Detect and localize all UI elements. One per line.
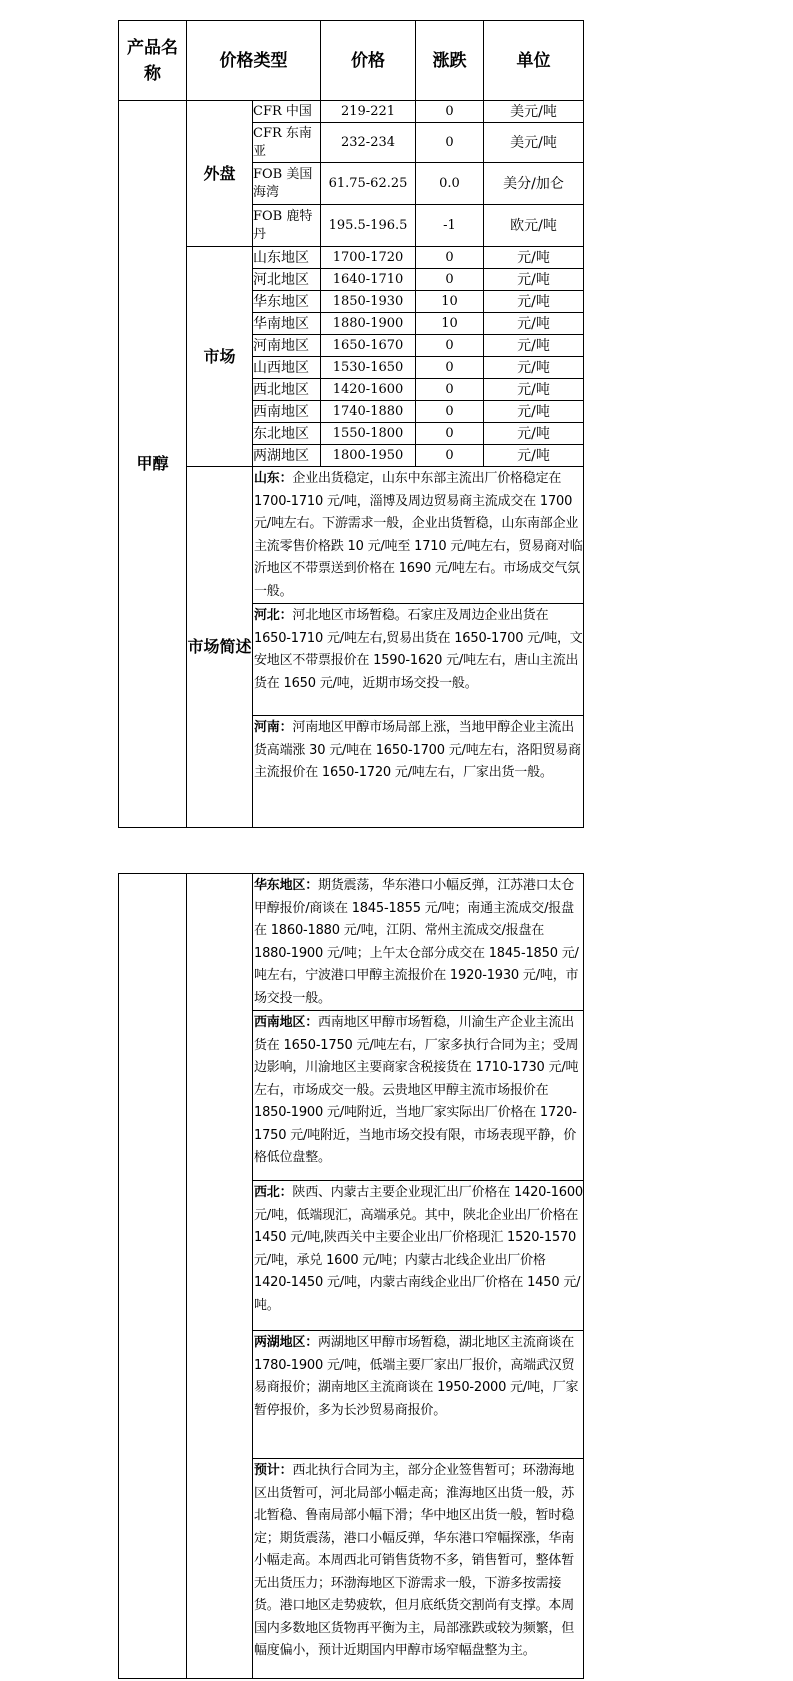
change-cell: 0 <box>416 101 484 123</box>
header-price-type: 价格类型 <box>187 21 321 101</box>
brief-shandong <box>253 467 584 604</box>
brief-xinan <box>253 1011 584 1181</box>
brief-text: 两湖地区甲醇市场暂稳，湖北地区主流商谈在 1780-1900 元/吨，低端主要厂家出厂报价，高端武汉贸易商报价；湖南地区主流商谈在 1950-2000 元/吨，厂家暂停报价，多为长沙贸易商报价。 <box>254 1335 579 1418</box>
brief-text: 企业出货稳定，山东中东部主流出厂价格稳定在 1700-1710 元/吨，淄博及周边贸易商主流成交在 1700 元/吨左右。下游需求一般，企业出货暂稳，山东南部企业主流零售价格跌 10 元/吨至 1710 元/吨左右，贸易商对临沂地区不带票送到价格在 1690 元/吨左右。市场成交气氛一般。 <box>254 471 583 599</box>
price-type-cell: CFR 东南亚 <box>253 123 321 163</box>
brief-hebei <box>253 604 584 716</box>
brief-text: 陕西、内蒙古主要企业现汇出厂价格在 1420-1600 元/吨，低端现汇，高端承兑。其中，陕北企业出厂价格在 1450 元/吨,陕西关中主要企业出厂价格现汇 1520-1570 元/吨，承兑 1600 元/吨；内蒙古北线企业出厂价格 1420-1450 元/吨，内蒙古南线企业出厂价格在 1450 元/吨。 <box>254 1185 583 1313</box>
price-cell: 61.75-62.25 <box>321 163 416 205</box>
empty-product-cell <box>119 874 187 1679</box>
change-cell: 0 <box>416 379 484 401</box>
brief-head: 西南地区： <box>254 1015 319 1030</box>
price-cell: 195.5-196.5 <box>321 205 416 247</box>
price-cell: 1800-1950 <box>321 445 416 467</box>
region-cell: 山东地区 <box>253 247 321 269</box>
brief-row <box>119 874 584 1011</box>
region-cell: 西北地区 <box>253 379 321 401</box>
region-cell: 河北地区 <box>253 269 321 291</box>
change-cell: -1 <box>416 205 484 247</box>
brief-head: 华东地区： <box>254 878 319 893</box>
unit-cell: 元/吨 <box>484 247 584 269</box>
price-cell: 219-221 <box>321 101 416 123</box>
change-cell: 0 <box>416 269 484 291</box>
region-cell: 两湖地区 <box>253 445 321 467</box>
change-cell: 0 <box>416 247 484 269</box>
header-unit: 单位 <box>484 21 584 101</box>
brief-huadong <box>253 874 584 1011</box>
unit-cell: 元/吨 <box>484 445 584 467</box>
empty-type-cell <box>187 874 253 1679</box>
price-cell: 1740-1880 <box>321 401 416 423</box>
unit-cell: 元/吨 <box>484 423 584 445</box>
foreign-label: 外盘 <box>187 101 253 247</box>
region-cell: 西南地区 <box>253 401 321 423</box>
brief-head: 河北： <box>254 608 293 623</box>
brief-henan <box>253 716 584 828</box>
change-cell: 10 <box>416 291 484 313</box>
product-name: 甲醇 <box>119 101 187 828</box>
brief-text: 西北执行合同为主，部分企业签售暂可；环渤海地区出货暂可，河北局部小幅走高；淮海地区出货一般，苏北暂稳、鲁南局部小幅下滑；华中地区出货一般，暂时稳定；期货震荡，港口小幅反弹，华东港口窄幅探涨，华南小幅走高。本周西北可销售货物不多，销售暂可，整体暂无出货压力；环渤海地区下游需求一般，下游多按需接货。港口地区走势疲软，但月底纸货交割尚有支撑。本周国内多数地区货物再平衡为主，局部涨跌或较为频繁，但幅度偏小，预计近期国内甲醇市场窄幅盘整为主。 <box>254 1463 575 1658</box>
unit-cell: 元/吨 <box>484 379 584 401</box>
brief-head: 两湖地区： <box>254 1335 319 1350</box>
price-cell: 1640-1710 <box>321 269 416 291</box>
price-cell: 1850-1930 <box>321 291 416 313</box>
brief-continued-table <box>118 873 584 1679</box>
table-row <box>119 247 584 269</box>
unit-cell: 美分/加仑 <box>484 163 584 205</box>
region-cell: 东北地区 <box>253 423 321 445</box>
header-price: 价格 <box>321 21 416 101</box>
unit-cell: 元/吨 <box>484 291 584 313</box>
unit-cell: 美元/吨 <box>484 123 584 163</box>
unit-cell: 欧元/吨 <box>484 205 584 247</box>
table-row <box>119 101 584 123</box>
change-cell: 0 <box>416 445 484 467</box>
change-cell: 0 <box>416 357 484 379</box>
header-row <box>119 21 584 101</box>
brief-lianghu <box>253 1331 584 1459</box>
price-cell: 1550-1800 <box>321 423 416 445</box>
brief-forecast <box>253 1459 584 1679</box>
price-type-cell: FOB 美国海湾 <box>253 163 321 205</box>
brief-text: 西南地区甲醇市场暂稳，川渝生产企业主流出货在 1650-1750 元/吨左右，厂家多执行合同为主；受周边影响，川渝地区主要商家含税接货在 1710-1730 元/吨左右，市场成交一般。云贵地区甲醇主流市场报价在 1850-1900 元/吨附近，当地厂家实际出厂价格在 1720-1750 元/吨附近，当地市场交投有限，市场表现平静，价格低位盘整。 <box>254 1015 579 1165</box>
price-table <box>118 20 584 828</box>
brief-xibei <box>253 1181 584 1331</box>
unit-cell: 元/吨 <box>484 269 584 291</box>
brief-text: 期货震荡，华东港口小幅反弹，江苏港口太仓甲醇报价/商谈在 1845-1855 元/吨；南通主流成交/报盘在 1860-1880 元/吨，江阴、常州主流成交/报盘在 1880-1900 元/吨；上午太仓部分成交在 1845-1850 元/吨左右，宁波港口甲醇主流报价在 1920-1930 元/吨，市场交投一般。 <box>254 878 579 1006</box>
header-product: 产品名称 <box>119 21 187 101</box>
brief-head: 河南： <box>254 720 293 735</box>
brief-label: 市场简述 <box>187 467 253 828</box>
brief-text: 河北地区市场暂稳。石家庄及周边企业出货在 1650-1710 元/吨左右,贸易出货在 1650-1700 元/吨，文安地区不带票报价在 1590-1620 元/吨左右，唐山主流出货在 1650 元/吨，近期市场交投一般。 <box>254 608 583 691</box>
price-type-cell: CFR 中国 <box>253 101 321 123</box>
price-cell: 1650-1670 <box>321 335 416 357</box>
price-type-cell: FOB 鹿特丹 <box>253 205 321 247</box>
price-cell: 1530-1650 <box>321 357 416 379</box>
brief-row <box>119 467 584 604</box>
unit-cell: 元/吨 <box>484 335 584 357</box>
brief-head: 西北： <box>254 1185 293 1200</box>
change-cell: 0 <box>416 423 484 445</box>
brief-text: 河南地区甲醇市场局部上涨，当地甲醇企业主流出货高端涨 30 元/吨在 1650-1700 元/吨左右，洛阳贸易商主流报价在 1650-1720 元/吨左右，厂家出货一般。 <box>254 720 581 780</box>
region-cell: 华东地区 <box>253 291 321 313</box>
price-cell: 1700-1720 <box>321 247 416 269</box>
price-cell: 1880-1900 <box>321 313 416 335</box>
change-cell: 0.0 <box>416 163 484 205</box>
unit-cell: 美元/吨 <box>484 101 584 123</box>
change-cell: 0 <box>416 401 484 423</box>
region-cell: 山西地区 <box>253 357 321 379</box>
change-cell: 10 <box>416 313 484 335</box>
price-cell: 1420-1600 <box>321 379 416 401</box>
price-cell: 232-234 <box>321 123 416 163</box>
unit-cell: 元/吨 <box>484 313 584 335</box>
change-cell: 0 <box>416 123 484 163</box>
unit-cell: 元/吨 <box>484 357 584 379</box>
unit-cell: 元/吨 <box>484 401 584 423</box>
brief-head: 预计： <box>254 1463 293 1478</box>
header-change: 涨跌 <box>416 21 484 101</box>
market-label: 市场 <box>187 247 253 467</box>
brief-head: 山东： <box>254 471 293 486</box>
region-cell: 华南地区 <box>253 313 321 335</box>
region-cell: 河南地区 <box>253 335 321 357</box>
change-cell: 0 <box>416 335 484 357</box>
